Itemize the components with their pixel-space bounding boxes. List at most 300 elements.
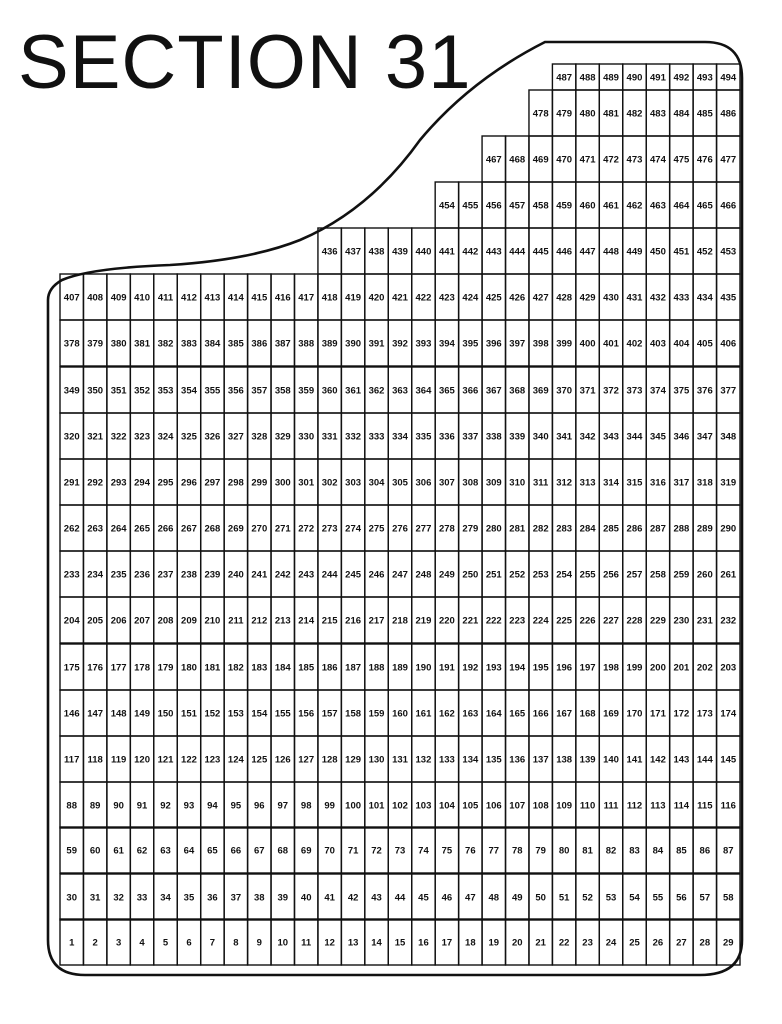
plot-number: 381 [134, 338, 150, 350]
plot-number: 5 [162, 937, 169, 949]
plot-number: 68 [277, 845, 289, 857]
plot-number: 53 [605, 892, 617, 904]
plot-number: 228 [626, 615, 643, 627]
plot-number: 21 [535, 937, 546, 949]
plot-number: 282 [532, 523, 549, 535]
plot-number: 491 [650, 72, 666, 84]
plot-number: 263 [87, 523, 104, 535]
plot-number: 391 [368, 338, 385, 350]
plot-number: 6 [186, 937, 192, 949]
plot-number: 138 [556, 754, 573, 766]
plot-number: 298 [227, 477, 244, 489]
plot-number: 421 [392, 292, 408, 304]
plot-number: 452 [696, 246, 713, 258]
plot-number: 270 [251, 523, 268, 535]
plot-number: 172 [673, 708, 690, 720]
plot-number: 312 [556, 477, 573, 489]
plot-number: 405 [696, 338, 713, 350]
plot-number: 493 [696, 72, 713, 84]
plot-number: 1 [69, 937, 75, 949]
plot-number: 123 [204, 754, 221, 766]
plot-number: 183 [251, 662, 268, 674]
plot-number: 182 [227, 662, 244, 674]
plot-number: 347 [696, 431, 713, 443]
plot-number: 366 [462, 385, 479, 397]
plot-number: 442 [462, 246, 479, 258]
plot-number: 237 [157, 569, 174, 581]
plot-number: 390 [345, 338, 362, 350]
plot-number: 450 [650, 246, 666, 258]
plot-number: 350 [87, 385, 104, 397]
plot-number: 340 [532, 431, 549, 443]
plot-number: 84 [652, 845, 664, 857]
plot-number: 91 [136, 800, 148, 812]
plot-number: 322 [110, 431, 127, 443]
plot-number: 302 [321, 477, 338, 489]
plot-number: 93 [183, 800, 195, 812]
plot-number: 114 [673, 800, 690, 812]
plot-number: 204 [63, 615, 80, 627]
plot-number: 49 [511, 892, 523, 904]
plot-number: 365 [438, 385, 455, 397]
plot-number: 143 [673, 754, 690, 766]
plot-number: 363 [392, 385, 408, 397]
plot-number: 483 [650, 108, 666, 120]
plot-number: 36 [207, 892, 218, 904]
plot-number: 27 [676, 937, 687, 949]
plot-number: 144 [696, 754, 713, 766]
plot-number: 48 [488, 892, 500, 904]
plot-number: 63 [160, 845, 171, 857]
plot-number: 18 [465, 937, 476, 949]
plot-number: 445 [532, 246, 549, 258]
plot-number: 227 [603, 615, 619, 627]
plot-number: 125 [251, 754, 268, 766]
plot-number: 334 [392, 431, 408, 443]
plot-number: 134 [462, 754, 479, 766]
plot-number: 115 [697, 800, 713, 812]
plot-number: 426 [509, 292, 526, 304]
plot-number: 58 [722, 892, 734, 904]
plot-number: 118 [87, 754, 103, 766]
plot-number: 460 [579, 200, 596, 212]
plot-number: 244 [321, 569, 338, 581]
plot-number: 433 [673, 292, 690, 304]
plot-grid [60, 64, 740, 965]
plot-number: 179 [157, 662, 174, 674]
plot-number: 45 [418, 892, 429, 904]
plot-number: 271 [274, 523, 291, 535]
plot-number: 14 [371, 937, 382, 949]
plot-number: 25 [629, 937, 640, 949]
plot-number: 351 [110, 385, 127, 397]
plot-number: 20 [511, 937, 523, 949]
plot-number: 149 [134, 708, 150, 720]
plot-number: 222 [485, 615, 502, 627]
plot-number: 220 [438, 615, 455, 627]
plot-number: 346 [673, 431, 690, 443]
plot-number: 408 [87, 292, 104, 304]
plot-number: 477 [720, 154, 737, 166]
plot-number: 188 [368, 662, 385, 674]
plot-number: 378 [63, 338, 80, 350]
plot-number: 146 [63, 708, 80, 720]
plot-number: 440 [415, 246, 432, 258]
plot-number: 82 [605, 845, 617, 857]
plot-number: 407 [63, 292, 80, 304]
plot-number: 92 [160, 800, 171, 812]
plot-number: 349 [63, 385, 80, 397]
plot-number: 177 [110, 662, 127, 674]
plot-number: 293 [110, 477, 127, 489]
plot-number: 28 [699, 937, 711, 949]
plot-number: 51 [558, 892, 570, 904]
plot-number: 152 [204, 708, 221, 720]
plot-number: 488 [579, 72, 596, 84]
plot-number: 37 [230, 892, 242, 904]
plot-number: 400 [579, 338, 596, 350]
plot-number: 104 [438, 800, 455, 812]
plot-number: 105 [462, 800, 479, 812]
plot-number: 343 [603, 431, 619, 443]
plot-number: 150 [157, 708, 174, 720]
plot-number: 236 [134, 569, 150, 581]
plot-number: 338 [485, 431, 502, 443]
plot-number: 376 [696, 385, 713, 397]
plot-number: 258 [650, 569, 666, 581]
plot-number: 141 [626, 754, 643, 766]
plot-number: 160 [392, 708, 408, 720]
plot-number: 415 [251, 292, 268, 304]
plot-number: 403 [650, 338, 666, 350]
plot-number: 239 [204, 569, 221, 581]
plot-number: 272 [298, 523, 315, 535]
plot-number: 186 [321, 662, 338, 674]
plot-number: 352 [134, 385, 150, 397]
plot-number: 304 [368, 477, 385, 489]
plot-number: 279 [462, 523, 479, 535]
plot-number: 388 [298, 338, 315, 350]
plot-number: 357 [251, 385, 268, 397]
plot-number: 234 [87, 569, 104, 581]
plot-number: 319 [720, 477, 737, 489]
plot-number: 364 [415, 385, 432, 397]
plot-number: 87 [722, 845, 734, 857]
plot-number: 370 [556, 385, 573, 397]
plot-number: 211 [228, 615, 244, 627]
plot-number: 368 [509, 385, 526, 397]
plot-number: 32 [113, 892, 124, 904]
plot-number: 140 [603, 754, 619, 766]
plot-number: 55 [652, 892, 664, 904]
plot-number: 157 [321, 708, 338, 720]
plot-number: 379 [87, 338, 104, 350]
plot-number: 167 [556, 708, 573, 720]
plot-number: 329 [274, 431, 291, 443]
plot-number: 242 [274, 569, 291, 581]
plot-number: 481 [603, 108, 619, 120]
plot-number: 336 [438, 431, 455, 443]
plot-number: 59 [66, 845, 78, 857]
plot-number: 325 [181, 431, 197, 443]
plot-number: 327 [227, 431, 244, 443]
plot-number: 65 [207, 845, 218, 857]
plot-number: 469 [532, 154, 549, 166]
plot-number: 339 [509, 431, 526, 443]
plot-number: 485 [696, 108, 713, 120]
plot-number: 77 [488, 845, 500, 857]
plot-number: 180 [181, 662, 197, 674]
plot-number: 89 [89, 800, 101, 812]
plot-number: 81 [582, 845, 593, 857]
plot-number: 224 [532, 615, 549, 627]
plot-number: 434 [696, 292, 713, 304]
plot-number: 56 [676, 892, 687, 904]
plot-number: 101 [368, 800, 385, 812]
plot-number: 490 [626, 72, 643, 84]
plot-number: 395 [462, 338, 479, 350]
plot-number: 251 [485, 569, 502, 581]
plot-number: 73 [394, 845, 406, 857]
plot-number: 198 [603, 662, 619, 674]
plot-number: 447 [579, 246, 596, 258]
plot-number: 112 [626, 800, 643, 812]
plot-number: 190 [415, 662, 432, 674]
plot-number: 4 [139, 937, 145, 949]
plot-number: 372 [603, 385, 619, 397]
plot-number: 487 [556, 72, 573, 84]
plot-number: 439 [392, 246, 408, 258]
plot-number: 303 [345, 477, 362, 489]
plot-number: 226 [579, 615, 596, 627]
plot-number: 79 [535, 845, 546, 857]
plot-number: 203 [720, 662, 737, 674]
plot-number: 401 [603, 338, 619, 350]
plot-number: 399 [556, 338, 573, 350]
plot-number: 64 [183, 845, 195, 857]
plot-number: 444 [509, 246, 526, 258]
plot-number: 164 [485, 708, 502, 720]
plot-number: 102 [392, 800, 408, 812]
plot-number: 305 [392, 477, 408, 489]
plot-number: 131 [392, 754, 408, 766]
plot-number: 383 [181, 338, 197, 350]
plot-number: 404 [673, 338, 690, 350]
plot-number: 478 [532, 108, 549, 120]
plot-number: 382 [157, 338, 174, 350]
plot-number: 205 [87, 615, 104, 627]
plot-number: 492 [673, 72, 690, 84]
plot-number: 462 [626, 200, 643, 212]
plot-number: 417 [298, 292, 315, 304]
plot-number: 309 [485, 477, 502, 489]
plot-number: 321 [87, 431, 104, 443]
plot-number: 176 [87, 662, 104, 674]
plot-number: 261 [720, 569, 737, 581]
plot-number: 448 [603, 246, 619, 258]
plot-number: 88 [66, 800, 78, 812]
plot-number: 435 [720, 292, 737, 304]
plot-number: 214 [298, 615, 315, 627]
plot-number: 7 [209, 937, 216, 949]
plot-number: 374 [650, 385, 666, 397]
plot-number: 46 [441, 892, 453, 904]
plot-number: 310 [509, 477, 526, 489]
plot-number: 23 [582, 937, 593, 949]
plot-number: 145 [720, 754, 737, 766]
plot-number: 17 [441, 937, 453, 949]
plot-number: 262 [63, 523, 80, 535]
plot-number: 431 [626, 292, 643, 304]
plot-number: 80 [558, 845, 570, 857]
plot-number: 85 [676, 845, 687, 857]
plot-number: 260 [696, 569, 713, 581]
plot-number: 308 [462, 477, 479, 489]
plot-number: 414 [227, 292, 244, 304]
plot-number: 257 [626, 569, 643, 581]
plot-number: 446 [556, 246, 573, 258]
plot-number: 137 [532, 754, 549, 766]
plot-number: 159 [368, 708, 385, 720]
plot-number: 411 [157, 292, 174, 304]
plot-number: 168 [579, 708, 596, 720]
plot-number: 231 [696, 615, 713, 627]
plot-number: 473 [626, 154, 643, 166]
plot-number: 402 [626, 338, 643, 350]
plot-number: 255 [579, 569, 596, 581]
plot-number: 191 [438, 662, 455, 674]
plot-number: 135 [485, 754, 502, 766]
section-title: SECTION 31 [18, 20, 472, 105]
plot-number: 358 [274, 385, 291, 397]
plot-number: 387 [274, 338, 291, 350]
plot-number: 457 [509, 200, 526, 212]
plot-number: 300 [274, 477, 291, 489]
plot-number: 15 [394, 937, 406, 949]
plot-number: 324 [157, 431, 174, 443]
plot-number: 292 [87, 477, 104, 489]
plot-number: 359 [298, 385, 315, 397]
plot-number: 209 [181, 615, 197, 627]
plot-number: 185 [298, 662, 315, 674]
plot-number: 124 [227, 754, 244, 766]
plot-number: 419 [345, 292, 362, 304]
plot-number: 283 [556, 523, 573, 535]
plot-number: 373 [626, 385, 643, 397]
plot-number: 353 [157, 385, 174, 397]
plot-number: 98 [300, 800, 312, 812]
plot-number: 10 [277, 937, 289, 949]
plot-number: 286 [626, 523, 643, 535]
plot-number: 76 [465, 845, 476, 857]
plot-number: 122 [181, 754, 197, 766]
plot-number: 480 [579, 108, 596, 120]
plot-number: 437 [345, 246, 362, 258]
plot-number: 380 [110, 338, 127, 350]
plot-number: 466 [720, 200, 737, 212]
plot-number: 396 [485, 338, 502, 350]
plot-number: 207 [134, 615, 150, 627]
plot-number: 465 [696, 200, 713, 212]
plot-number: 110 [579, 800, 596, 812]
plot-number: 109 [556, 800, 573, 812]
plot-number: 449 [626, 246, 643, 258]
plot-number: 413 [204, 292, 221, 304]
plot-number: 464 [673, 200, 690, 212]
plot-number: 202 [696, 662, 713, 674]
plot-number: 335 [415, 431, 432, 443]
plot-number: 9 [256, 937, 262, 949]
plot-number: 136 [509, 754, 526, 766]
plot-number: 75 [441, 845, 453, 857]
plot-number: 148 [110, 708, 127, 720]
plot-number: 367 [485, 385, 502, 397]
plot-number: 38 [254, 892, 265, 904]
plot-number: 128 [321, 754, 338, 766]
plot-number: 306 [415, 477, 432, 489]
plot-number: 420 [368, 292, 385, 304]
plot-number: 240 [227, 569, 244, 581]
plot-number: 130 [368, 754, 385, 766]
plot-number: 34 [160, 892, 171, 904]
plot-number: 108 [532, 800, 549, 812]
plot-number: 39 [277, 892, 289, 904]
plot-number: 266 [157, 523, 174, 535]
plot-number: 454 [438, 200, 455, 212]
plot-number: 121 [157, 754, 174, 766]
plot-number: 90 [113, 800, 124, 812]
plot-number: 106 [485, 800, 502, 812]
plot-number: 43 [371, 892, 382, 904]
plot-number: 139 [579, 754, 596, 766]
plot-number: 273 [321, 523, 338, 535]
plot-number: 210 [204, 615, 221, 627]
plot-number: 459 [556, 200, 573, 212]
plot-number: 323 [134, 431, 150, 443]
plot-number: 155 [274, 708, 291, 720]
plot-number: 54 [629, 892, 640, 904]
plot-number: 356 [227, 385, 244, 397]
plot-number: 328 [251, 431, 268, 443]
plot-number: 274 [345, 523, 362, 535]
plot-number: 315 [626, 477, 643, 489]
plot-number: 111 [603, 800, 619, 812]
plot-number: 342 [579, 431, 596, 443]
plot-number: 194 [509, 662, 526, 674]
plot-number: 345 [650, 431, 666, 443]
plot-number: 247 [392, 569, 408, 581]
plot-number: 281 [509, 523, 526, 535]
plot-number: 451 [673, 246, 690, 258]
plot-number: 418 [321, 292, 338, 304]
plot-number: 369 [532, 385, 549, 397]
plot-number: 470 [556, 154, 573, 166]
plot-number: 120 [134, 754, 150, 766]
plot-number: 187 [345, 662, 362, 674]
plot-number: 208 [157, 615, 174, 627]
plot-number: 311 [533, 477, 549, 489]
plot-number: 215 [321, 615, 338, 627]
plot-number: 280 [485, 523, 502, 535]
plot-number: 290 [720, 523, 737, 535]
plot-number: 232 [720, 615, 737, 627]
plot-number: 392 [392, 338, 408, 350]
plot-number: 394 [438, 338, 455, 350]
plot-number: 153 [227, 708, 244, 720]
plot-number: 175 [63, 662, 80, 674]
plot-number: 78 [511, 845, 523, 857]
plot-number: 221 [462, 615, 479, 627]
